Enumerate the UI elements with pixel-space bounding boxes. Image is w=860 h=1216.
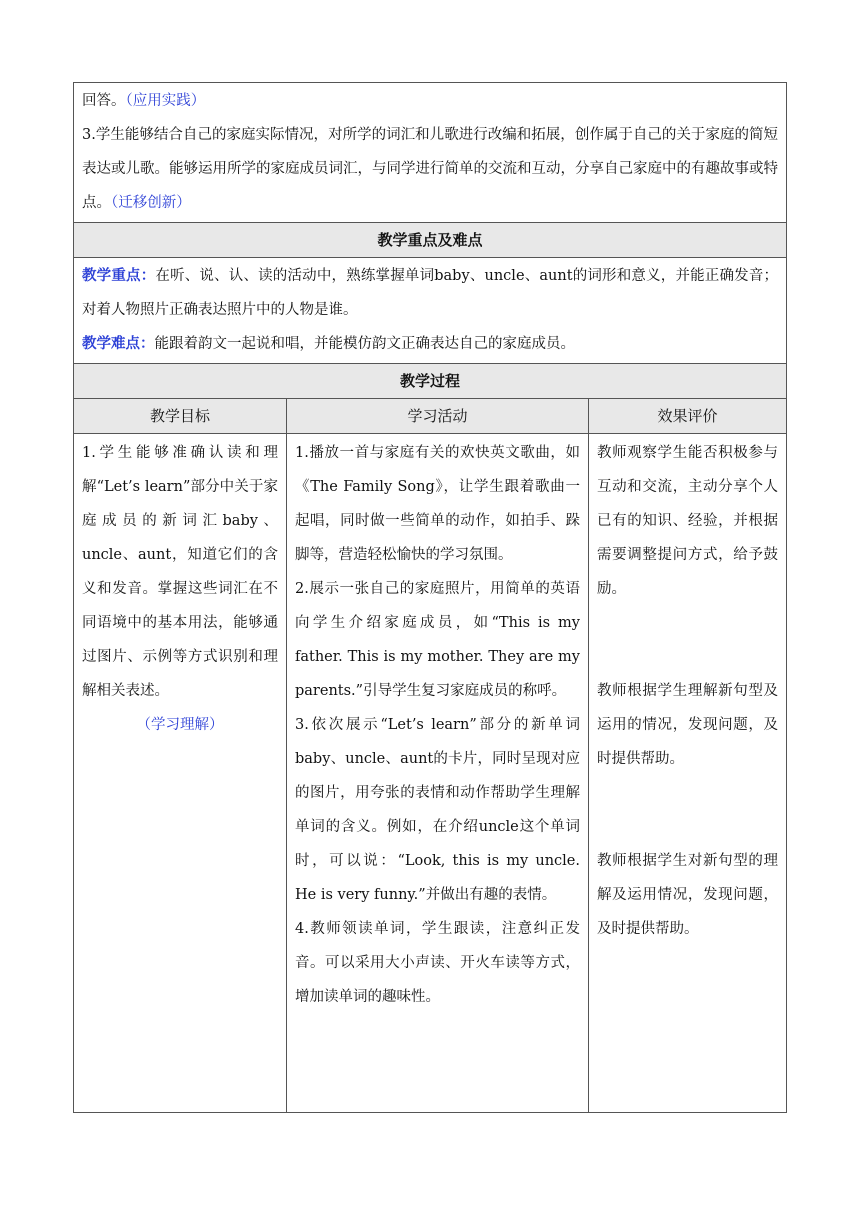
column-header-activities: 学习活动 xyxy=(287,399,589,434)
process-body-row xyxy=(74,434,787,1113)
activity-3: 3.依次展示“Let’s learn”部分的新单词baby、uncle、aunt的卡片，同时呈现对应的图片，用夸张的表情和动作帮助学生理解单词的含义。例如，在介绍uncle这个单词时，可以说：“Look, this is my uncle. He is very funny.”并做出有趣的表情。 xyxy=(295,717,580,903)
focus-label: 教学重点： xyxy=(82,267,156,284)
activity-1: 1.播放一首与家庭有关的欢快英文歌曲，如《The Family Song》，让学生跟着歌曲一起唱，同时做一些简单的动作，如拍手、跺脚等，营造轻松愉快的学习氛围。 xyxy=(295,445,580,563)
lesson-plan-table xyxy=(73,82,787,1113)
process-header: 教学过程 xyxy=(74,364,787,399)
goal-text: 1.学生能够准确认读和理解“Let’s learn”部分中关于家庭成员的新词汇baby、uncle、aunt，知道它们的含义和发音。掌握这些词汇在不同语境中的基本用法，能够通过图片、示例等方式识别和理解相关表述。 xyxy=(82,445,278,699)
column-header-goals: 教学目标 xyxy=(74,399,287,434)
difficulty-label: 教学难点： xyxy=(82,335,155,352)
goal-cell xyxy=(74,434,287,1113)
difficulty-text: 能跟着韵文一起说和唱，并能模仿韵文正确表达自己的家庭成员。 xyxy=(154,336,575,352)
objectives-continued-row xyxy=(74,83,787,223)
objective-2-tag: （应用实践） xyxy=(125,93,206,109)
goal-tag: （学习理解） xyxy=(136,717,224,733)
evaluation-1: 教师观察学生能否积极参与互动和交流，主动分享个人已有的知识、经验，并根据需要调整提问方式，给予鼓励。 xyxy=(597,445,779,597)
column-header-evaluation: 效果评价 xyxy=(589,399,787,434)
activity-2: 2.展示一张自己的家庭照片，用简单的英语向学生介绍家庭成员，如“This is my father. This is my mother. They are my parents.”引导学生复习家庭成员的称呼。 xyxy=(295,581,580,699)
activity-4: 4.教师领读单词，学生跟读，注意纠正发音。可以采用大小声读、开火车读等方式，增加读单词的趣味性。 xyxy=(295,921,580,1005)
evaluation-2: 教师根据学生理解新句型及运用的情况，发现问题，及时提供帮助。 xyxy=(597,683,779,767)
process-column-headers xyxy=(74,399,787,434)
key-points-header: 教学重点及难点 xyxy=(74,223,787,258)
objective-2-tail: 回答。 xyxy=(82,93,126,109)
key-points-header-row xyxy=(74,223,787,258)
evaluation-cell xyxy=(589,434,787,1113)
objective-3-tag: （迁移创新） xyxy=(111,195,191,211)
key-points-row xyxy=(74,258,787,364)
evaluation-3: 教师根据学生对新句型的理解及运用情况，发现问题，及时提供帮助。 xyxy=(597,853,779,937)
activities-cell xyxy=(287,434,589,1113)
key-points-cell xyxy=(74,258,787,364)
process-header-row xyxy=(74,364,787,399)
objectives-continued-cell xyxy=(74,83,787,223)
objective-3-text: 3.学生能够结合自己的家庭实际情况，对所学的词汇和儿歌进行改编和拓展，创作属于自己的关于家庭的简短表达或儿歌。能够运用所学的家庭成员词汇，与同学进行简单的交流和互动，分享自己家庭中的有趣故事或特点。 xyxy=(82,127,779,211)
focus-text: 在听、说、认、读的活动中，熟练掌握单词baby、uncle、aunt的词形和意义，并能正确发音；对着人物照片正确表达照片中的人物是谁。 xyxy=(82,268,779,318)
lesson-plan-page xyxy=(73,82,786,1113)
